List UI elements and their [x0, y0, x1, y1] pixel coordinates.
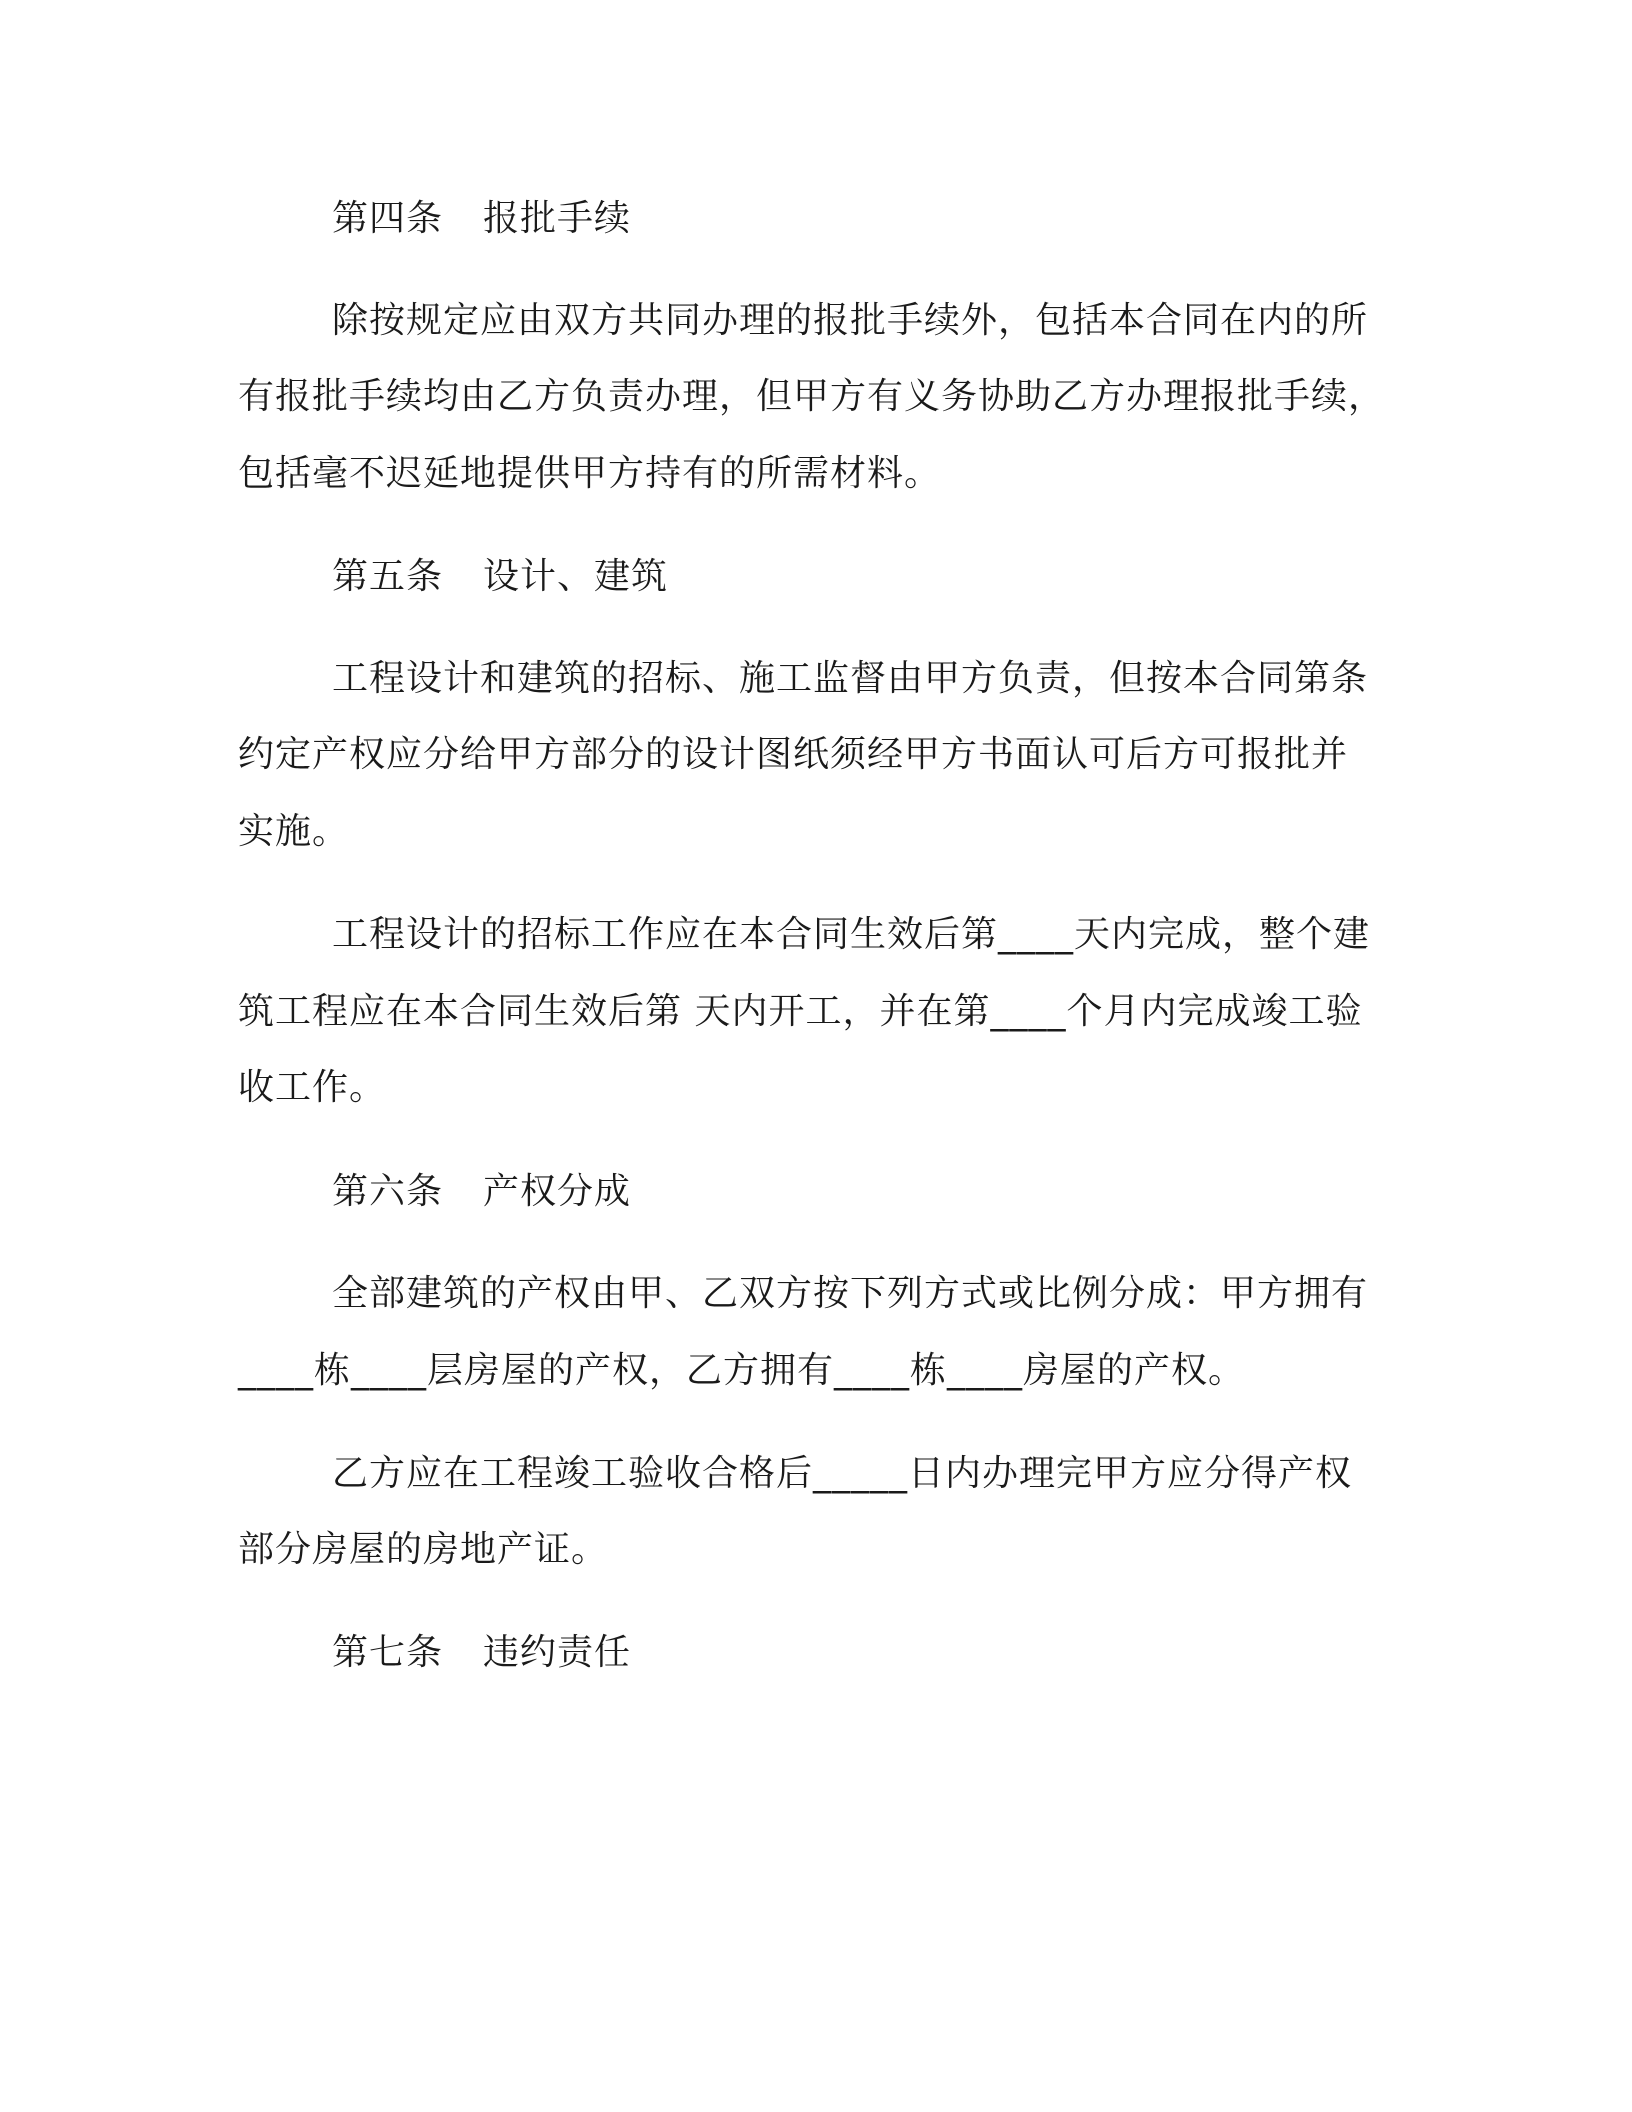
- paragraph-line: 工程设计和建筑的招标、施工监督由甲方负责，但按本合同第条: [332, 658, 1369, 699]
- paragraph-line: 乙方应在工程竣工验收合格后_____日内办理完甲方应分得产权: [332, 1453, 1353, 1494]
- section-title: 产权分成: [483, 1171, 632, 1212]
- section-title: 设计、建筑: [483, 556, 669, 597]
- paragraph-line: 约定产权应分给甲方部分的设计图纸须经甲方书面认可后方可报批并: [238, 734, 1349, 775]
- paragraph-line: 筑工程应在本合同生效后第 天内开工，并在第____个月内完成竣工验: [238, 991, 1363, 1032]
- section-heading-5: [332, 553, 668, 601]
- section-number: 第五条: [332, 556, 444, 597]
- section-title: 报批手续: [483, 198, 632, 239]
- paragraph-line: 包括毫不迟延地提供甲方持有的所需材料。: [238, 453, 942, 494]
- section-heading-6: [332, 1168, 631, 1216]
- section-number: 第六条: [332, 1171, 444, 1212]
- paragraph-line: 收工作。: [238, 1067, 387, 1108]
- paragraph-line: 实施。: [238, 811, 350, 852]
- paragraph-line: 部分房屋的房地产证。: [238, 1529, 609, 1570]
- section-heading-7: [332, 1629, 631, 1677]
- section-title: 违约责任: [483, 1632, 632, 1673]
- section-heading-4: [332, 195, 631, 243]
- paragraph-line: 全部建筑的产权由甲、乙双方按下列方式或比例分成：甲方拥有: [332, 1273, 1369, 1314]
- paragraph-line: ____栋____层房屋的产权，乙方拥有____栋____房屋的产权。: [238, 1350, 1246, 1391]
- paragraph-line: 工程设计的招标工作应在本合同生效后第____天内完成，整个建: [332, 914, 1371, 955]
- section-number: 第七条: [332, 1632, 444, 1673]
- section-number: 第四条: [332, 198, 444, 239]
- paragraph-line: 有报批手续均由乙方负责办理，但甲方有义务协助乙方办理报批手续，: [238, 376, 1386, 417]
- paragraph-line: 除按规定应由双方共同办理的报批手续外，包括本合同在内的所: [332, 300, 1369, 341]
